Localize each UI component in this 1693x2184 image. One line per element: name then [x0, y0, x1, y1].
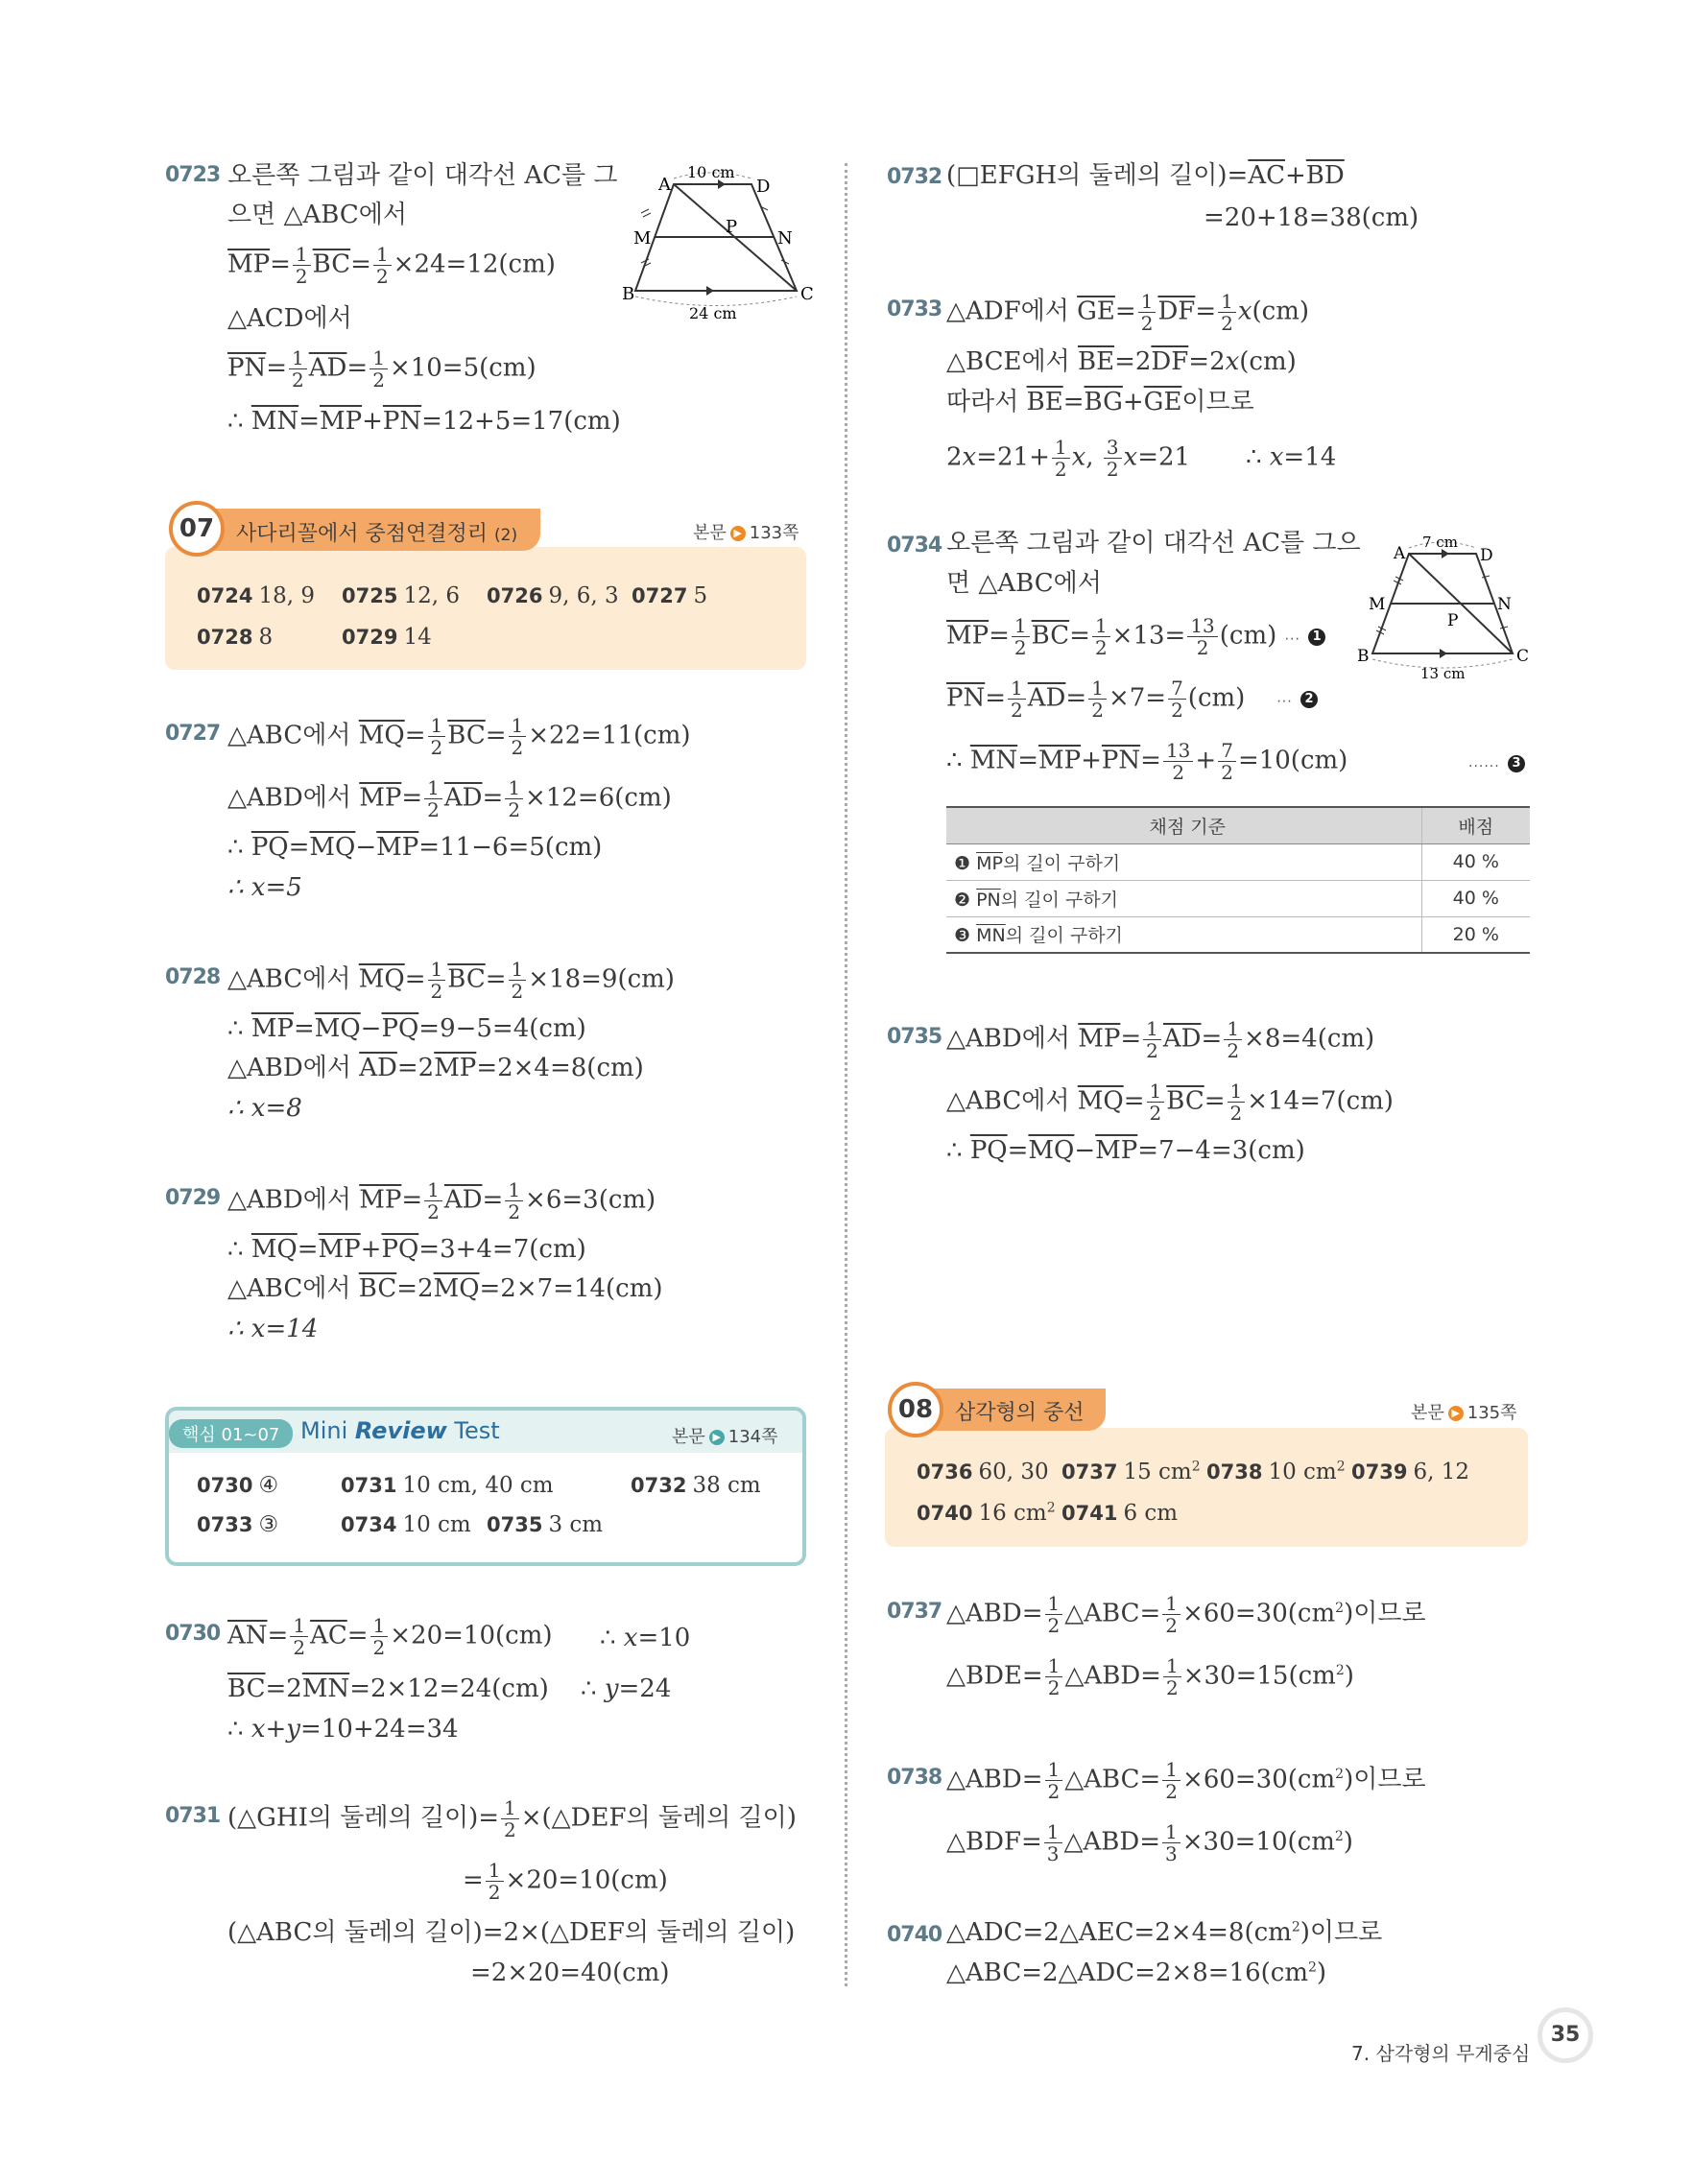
equation-line: △ABC에서 $\overline{MQ}=$ $\frac{1}{2}$ $\overline{BC}=$ $\frac{1}{2}$ ×18=9(cm): [227, 958, 675, 1003]
answer-item: 0730 ④: [197, 1473, 279, 1498]
table-header-score: 배점: [1421, 807, 1530, 843]
problem-number: 0734: [887, 534, 942, 558]
bottom-length: 13 cm: [1420, 665, 1466, 682]
equation-line: ∴ x+y=10+24=34: [227, 1715, 459, 1744]
equation-line: △ABD에서 $\overline{MP}=$ $\frac{1}{2}$ $\overline{AD}=$ $\frac{1}{2}$ ×6=3(cm): [227, 1178, 656, 1223]
equation-line: (□EFGH의 둘레의 길이)$=\overline{AC}+\overline{BD}$: [946, 161, 1345, 190]
answer-item: 0737 15 $cm^2$: [1061, 1459, 1201, 1484]
table-row: ❸ $\overline{MN}$의 길이 구하기 20 %: [946, 916, 1530, 953]
label-M: M: [1369, 595, 1386, 614]
ref-label: 본문: [693, 523, 727, 543]
page-number: 35: [1538, 2007, 1593, 2063]
answer-item: 0731 10 cm, 40 cm: [341, 1473, 554, 1498]
problem-number: 0727: [165, 722, 221, 746]
text-line: 면 △ABC에서: [946, 569, 1102, 598]
ref-label: 본문: [672, 1427, 705, 1447]
bottom-length: 24 cm: [689, 304, 737, 322]
step-2-marker: 2: [1300, 691, 1318, 708]
label-C: C: [800, 284, 814, 304]
equation-line: (△ABC의 둘레의 길이)=2×(△DEF의 둘레의 길이): [227, 1918, 796, 1947]
answer-item: 0734 10 cm: [341, 1512, 471, 1537]
therefore-sign: ∴: [227, 407, 251, 436]
mini-review-tag: 핵심 01~07: [169, 1419, 293, 1448]
section-07-badge: 07: [169, 501, 225, 557]
equation-line: =20+18=38(cm): [1204, 203, 1419, 232]
text-line: 으면 △ABC에서: [227, 201, 407, 229]
equation-line: △BDE= $\frac{1}{2}$ △ABD= $\frac{1}{2}$ $\times 30=15(cm^2)$: [946, 1654, 1354, 1699]
answer-item: 0727 5: [632, 583, 708, 608]
section-08-title: 삼각형의 중선: [955, 1401, 1085, 1425]
top-length: 7 cm: [1422, 534, 1458, 551]
chapter-footer: 7. 삼각형의 무게중심: [1351, 2042, 1531, 2065]
equation-line: △ABD에서 $\overline{MP}=$ $\frac{1}{2}$ $\overline{AD}=$ $\frac{1}{2}$ ×12=6(cm): [227, 776, 672, 821]
answer-item: 0732 38 cm: [631, 1473, 761, 1498]
problem-number: 0729: [165, 1186, 221, 1210]
problem-number: 0733: [887, 297, 942, 321]
label-D: D: [756, 177, 771, 197]
label-N: N: [777, 228, 793, 249]
equation-line: = $\frac{1}{2}$ ×20=10(cm): [463, 1859, 668, 1904]
equation-line: △ABC에서 $\overline{MQ}=$ $\frac{1}{2}$ $\overline{BC}=$ $\frac{1}{2}$ ×14=7(cm): [946, 1080, 1394, 1125]
label-N: N: [1497, 595, 1512, 614]
section-07-answer-box: [165, 547, 806, 670]
problem-number: 0735: [887, 1025, 942, 1049]
top-length: 10 cm: [687, 163, 735, 181]
equation-line: △ABC에서 $\overline{MQ}=$ $\frac{1}{2}$ $\overline{BC}=$ $\frac{1}{2}$ ×22=11(cm): [227, 714, 691, 759]
equation-line: △ABD에서 $\overline{MP}=$ $\frac{1}{2}$ $\overline{AD}=$ $\frac{1}{2}$ ×8=4(cm): [946, 1017, 1375, 1062]
problem-number: 0740: [887, 1923, 942, 1947]
equation-line: $\overline{MP}=$ $\frac{1}{2}$ $\overline{BC}=$ $\frac{1}{2}$ ×13= $\frac{13}{2}$ (cm) ··· 1: [946, 615, 1325, 658]
answer-item: 0729 14: [342, 625, 432, 650]
equation-line: $\overline{AN}=$ $\frac{1}{2}$ $\overline{AC}=$ $\frac{1}{2}$ ×20=10(cm): [227, 1614, 553, 1659]
problem-number: 0728: [165, 965, 221, 989]
problem-number: 0723: [165, 163, 221, 187]
equation-line: $\overline{PN}=$ $\frac{1}{2}$ $\overline{AD}=$ $\frac{1}{2}$ ×7= $\frac{7}{2}$ (cm) ··· 2: [946, 677, 1318, 721]
step-3-marker-line: ······ 3: [1468, 747, 1525, 783]
equation-line: ∴ x=10: [600, 1624, 691, 1652]
label-A: A: [658, 175, 671, 195]
section-07-title: [236, 517, 517, 547]
answer-item: 0728 8: [197, 625, 274, 650]
label-M: M: [633, 228, 652, 249]
text-line: 오른쪽 그림과 같이 대각선 AC를 그: [227, 161, 618, 190]
section-08-answer-box: [885, 1428, 1528, 1547]
ref-page: 133쪽: [749, 523, 799, 543]
section-08-page-ref: [1411, 1399, 1517, 1424]
equation-line: $\triangle ADC=2\triangle AEC=2\times 4=8(cm^2)$이므로: [946, 1918, 1383, 1947]
section-subtitle: (2): [494, 526, 518, 545]
label-D: D: [1480, 546, 1493, 565]
step-1-marker: 1: [1308, 629, 1325, 646]
answer-item: 0726 9, 6, 3: [487, 583, 619, 608]
equation-line: ∴ $\overline{PQ}=\overline{MQ}-\overline{MP}=7-4=3(cm)$: [946, 1136, 1305, 1165]
label-P: P: [1447, 611, 1459, 630]
table-row: ❶ $\overline{MP}$의 길이 구하기 40 %: [946, 843, 1530, 880]
equation-line: △ADF에서 $\overline{GE}=$ $\frac{1}{2}$ $\overline{DF}=$ $\frac{1}{2}$ x(cm): [946, 290, 1310, 335]
equation-line: △ABD= $\frac{1}{2}$ △ABC= $\frac{1}{2}$ $\times 60=30(cm^2)$이므로: [946, 1592, 1426, 1637]
answer-item: 0739 6, 12: [1351, 1460, 1469, 1484]
label-P: P: [726, 217, 738, 237]
answer-item: 0741 6 cm: [1061, 1501, 1179, 1526]
equation-line: $\triangle ABC=2\triangle ADC=2\times 8=16(cm^2)$: [946, 1958, 1327, 1987]
equation-line: ∴ x=5: [227, 873, 302, 902]
section-title-text: 사다리꼴에서 중점연결정리: [236, 522, 489, 546]
equation-line: (△GHI의 둘레의 길이)= $\frac{1}{2}$ ×(△DEF의 둘레의 길이): [227, 1796, 797, 1841]
equation-line: ∴ $\overline{MN}=\overline{MP}+\overline{PN}=$ $\frac{13}{2}$ + $\frac{7}{2}$ =10(cm): [946, 739, 1348, 784]
table-row: ❷ $\overline{PN}$의 길이 구하기 40 %: [946, 880, 1530, 916]
label-A: A: [1394, 544, 1406, 563]
step-3-marker: 3: [1508, 755, 1525, 772]
problem-number: 0730: [165, 1622, 221, 1646]
equation-line: ∴ $\overline{MP}=\overline{MQ}-\overline{PQ}=9-5=4(cm)$: [227, 1014, 586, 1043]
text-line: △ACD에서: [227, 304, 352, 333]
equation-line: ∴ $\overline{MN}=\overline{MP}+\overline{PN}=12+5=17(cm)$: [227, 407, 621, 436]
trapezoid-figure-1: [614, 163, 821, 326]
arrow-icon: ▶: [709, 1430, 725, 1445]
equation-line: $\overline{MP}=$ $\frac{1}{2}$ $\overline{BC}=$ $\frac{1}{2}$ ×24=12(cm): [227, 243, 556, 288]
label-B: B: [1357, 647, 1370, 666]
equation-line: ∴ $\overline{PQ}=\overline{MQ}-\overline{MP}=11-6=5(cm)$: [227, 833, 603, 862]
equation-line: $\overline{PN}=$ $\frac{1}{2}$ $\overline{AD}=$ $\frac{1}{2}$ ×10=5(cm): [227, 346, 537, 392]
answer-item: 0738 10 $cm^2$: [1206, 1459, 1346, 1484]
trapezoid-figure-2: [1353, 533, 1536, 686]
equation-line: $\overline{BC}=2\overline{MN}=2\times 12=24(cm)$: [227, 1674, 549, 1703]
equation-line: ∴ x=8: [227, 1094, 302, 1123]
equation-line: △ABD에서 $\overline{AD}=2\overline{MP}=2\times 4=8(cm)$: [227, 1054, 644, 1082]
problem-number: 0738: [887, 1766, 942, 1790]
scoring-table: [946, 806, 1530, 954]
column-divider: [845, 163, 847, 1986]
ref-page: 135쪽: [1466, 1403, 1517, 1423]
section-07-page-ref: [693, 519, 799, 544]
label-C: C: [1516, 647, 1530, 666]
label-B: B: [622, 284, 635, 304]
equation-line: 2x=21+ $\frac{1}{2}$ x, $\frac{3}{2}$ x=21 ∴ x=14: [946, 436, 1337, 481]
equation-line: ∴ y=24: [581, 1674, 672, 1703]
problem-number: 0737: [887, 1600, 942, 1624]
text-line: 오른쪽 그림과 같이 대각선 AC를 그으: [946, 529, 1361, 558]
arrow-icon: ▶: [1448, 1406, 1464, 1421]
arrow-icon: ▶: [730, 526, 746, 541]
mini-review-title: Mini Review Test: [300, 1417, 500, 1444]
answer-item: 0733 ③: [197, 1512, 279, 1537]
equation-line: =2×20=40(cm): [470, 1958, 670, 1987]
equation-line: △BCE에서 $\overline{BE}=2\overline{DF}=2x(cm)$: [946, 347, 1297, 376]
equation-line: 따라서 $\overline{BE}=\overline{BG}+\overline{GE}$이므로: [946, 388, 1254, 416]
mini-review-page-ref: [672, 1423, 778, 1448]
problem-number: 0731: [165, 1804, 221, 1828]
equation-line: △ABD= $\frac{1}{2}$ △ABC= $\frac{1}{2}$ $\times 60=30(cm^2)$이므로: [946, 1758, 1426, 1803]
answer-item: 0724 18, 9: [197, 583, 315, 608]
equation-line: △BDF= $\frac{1}{3}$ △ABD= $\frac{1}{3}$ $\times 30=10(cm^2)$: [946, 1820, 1353, 1865]
section-08-badge: 08: [888, 1382, 943, 1437]
table-header-criteria: 채점 기준: [946, 807, 1421, 843]
answer-item: 0740 16 $cm^2$: [917, 1500, 1056, 1526]
problem-number: 0732: [887, 165, 942, 189]
answer-item: 0725 12, 6: [342, 583, 460, 608]
answer-item: 0735 3 cm: [487, 1512, 604, 1537]
equation-line: ∴ x=14: [227, 1315, 319, 1343]
equation-line: ∴ $\overline{MQ}=\overline{MP}+\overline{PQ}=3+4=7(cm)$: [227, 1235, 586, 1264]
ref-page: 134쪽: [727, 1427, 778, 1447]
ref-label: 본문: [1411, 1403, 1444, 1423]
answer-item: 0736 60, 30: [917, 1460, 1049, 1484]
equation-line: △ABC에서 $\overline{BC}=2\overline{MQ}=2\times 7=14(cm)$: [227, 1274, 663, 1303]
